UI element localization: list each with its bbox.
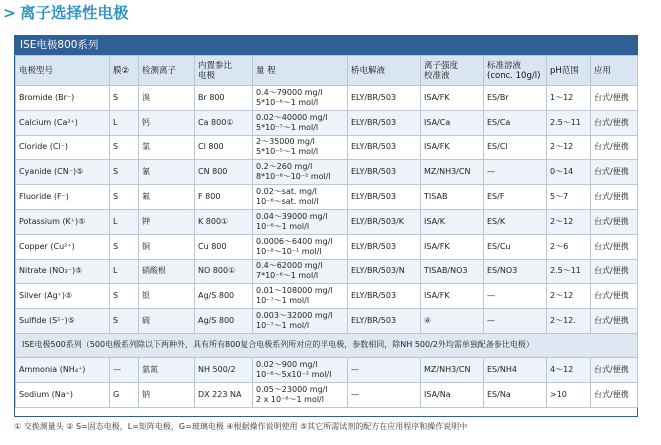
table-row (16, 209, 638, 234)
cell-ph-range: >10 (547, 382, 591, 407)
cell-bridge-electrolyte: ELY/BR/503 (348, 86, 421, 111)
col-header-ion: 检测离子 (139, 56, 195, 86)
cell-application: 台式/便携 (591, 357, 638, 382)
col-header-ref-electrode: 内置参比 电极 (195, 56, 253, 86)
cell-ion: 氰 (139, 160, 195, 185)
cell-bridge-electrolyte: ELY/BR/503 (348, 160, 421, 185)
cell-isa: ISA/FK (421, 284, 484, 309)
cell-ref-electrode: K 800① (195, 209, 253, 234)
table-row (16, 86, 638, 111)
cell-range: 0.02～sat. mg/l 10⁻⁶～sat. mol/l (253, 185, 348, 210)
cell-membrane: L (110, 110, 139, 135)
cell-ion: 硫 (139, 309, 195, 334)
cell-ph-range: 1～12 (547, 86, 591, 111)
cell-model: Sulfide (S²⁻)⑤ (16, 309, 110, 334)
cell-ph-range: 2～12 (547, 135, 591, 160)
cell-membrane: S (110, 234, 139, 259)
cell-model: Nitrate (NO₃⁻)⑤ (16, 259, 110, 284)
cell-ion: 钙 (139, 110, 195, 135)
cell-ref-electrode: NH 500/2 (195, 357, 253, 382)
ise-table (15, 55, 638, 408)
cell-standard: ES/Na (484, 382, 547, 407)
cell-ion: 铜 (139, 234, 195, 259)
cell-membrane: S (110, 86, 139, 111)
cell-bridge-electrolyte: ELY/BR/503/K (348, 209, 421, 234)
cell-bridge-electrolyte: ELY/BR/503 (348, 135, 421, 160)
cell-application: 台式/便携 (591, 259, 638, 284)
cell-membrane: S (110, 160, 139, 185)
table-row (16, 309, 638, 334)
cell-isa: ISA/FK (421, 135, 484, 160)
col-header-model: 电极型号 (16, 56, 110, 86)
table-row (16, 135, 638, 160)
cell-model: Potassium (K⁺)⑤ (16, 209, 110, 234)
cell-model: Cyanide (CN⁻)⑤ (16, 160, 110, 185)
cell-application: 台式/便携 (591, 86, 638, 111)
ise-table-panel (14, 35, 638, 417)
cell-range: 2～35000 mg/l 5*10⁻⁵～1 mol/l (253, 135, 348, 160)
cell-ion: 氨氮 (139, 357, 195, 382)
cell-ref-electrode: Br 800 (195, 86, 253, 111)
cell-range: 0.04～39000 mg/l 10⁻⁶～1 mol/l (253, 209, 348, 234)
cell-ph-range: 5～7 (547, 185, 591, 210)
cell-bridge-electrolyte: ELY/BR/503 (348, 309, 421, 334)
cell-application: 台式/便携 (591, 382, 638, 407)
cell-ion: 氯 (139, 135, 195, 160)
cell-ph-range: 2～12 (547, 284, 591, 309)
cell-ion: 钠 (139, 382, 195, 407)
section-500-header: ISE电极500系列（500电极系列除以下两种外，具有所有800复合电极系列所对应的半电极，参数相同，除NH 500/2外均需单独配备参比电极） (16, 333, 638, 357)
table-row (16, 284, 638, 309)
cell-range: 0.4～62000 mg/l 7*10⁻⁶～1 mol/l (253, 259, 348, 284)
cell-range: 0.0006～6400 mg/l 10⁻⁸～10⁻¹ mol/l (253, 234, 348, 259)
cell-ph-range: 2～12. (547, 309, 591, 334)
cell-isa: ISA/FK (421, 86, 484, 111)
cell-isa: TISAB/NO3 (421, 259, 484, 284)
cell-membrane: S (110, 185, 139, 210)
table-row (16, 160, 638, 185)
cell-application: 台式/便携 (591, 135, 638, 160)
cell-standard: ES/NO3 (484, 259, 547, 284)
cell-standard: ES/Ca (484, 110, 547, 135)
cell-model: Calcium (Ca²⁺) (16, 110, 110, 135)
cell-ref-electrode: F 800 (195, 185, 253, 210)
cell-membrane: G (110, 382, 139, 407)
cell-range: 0.02～900 mg/l 10⁻⁶～5x10⁻² mol/l (253, 357, 348, 382)
table-row (16, 382, 638, 407)
cell-application: 台式/便携 (591, 110, 638, 135)
cell-standard: ES/Br (484, 86, 547, 111)
cell-bridge-electrolyte: ELY/BR/503 (348, 185, 421, 210)
cell-standard: ES/K (484, 209, 547, 234)
col-header-application: 应用 (591, 56, 638, 86)
cell-bridge-electrolyte: — (348, 382, 421, 407)
cell-ref-electrode: Cl 800 (195, 135, 253, 160)
col-header-isa: 离子强度 校准液 (421, 56, 484, 86)
chevron-right-icon: > (3, 4, 16, 22)
cell-isa: ISA/K (421, 209, 484, 234)
cell-ion: 钾 (139, 209, 195, 234)
cell-isa: MZ/NH3/CN (421, 357, 484, 382)
table-row (16, 185, 638, 210)
cell-standard: — (484, 309, 547, 334)
cell-range: 0.2～260 mg/l 8*10⁻⁶～10⁻² mol/l (253, 160, 348, 185)
cell-isa: ④ (421, 309, 484, 334)
cell-ref-electrode: CN 800 (195, 160, 253, 185)
table-row (16, 357, 638, 382)
col-header-range: 量 程 (253, 56, 348, 86)
cell-membrane: S (110, 135, 139, 160)
cell-range: 0.01～108000 mg/l 10⁻⁷～1 mol/l (253, 284, 348, 309)
cell-application: 台式/便携 (591, 185, 638, 210)
cell-standard: ES/NH4 (484, 357, 547, 382)
cell-application: 台式/便携 (591, 160, 638, 185)
cell-application: 台式/便携 (591, 209, 638, 234)
section-500-row (16, 333, 638, 357)
cell-membrane: S (110, 309, 139, 334)
cell-application: 台式/便携 (591, 234, 638, 259)
section-800-header: ISE电极800系列 (15, 36, 637, 55)
col-header-membrane: 膜② (110, 56, 139, 86)
cell-model: Cloride (Cl⁻) (16, 135, 110, 160)
footnote: ① 交换测量头 ② S=固态电极，L=矩阵电极，G=玻璃电极 ④根据操作说明使用 ⑤其它所需试剂的配方在应用程序和操作说明中 (14, 422, 468, 431)
cell-ref-electrode: Ca 800① (195, 110, 253, 135)
page-title: > 离子选择性电极 (3, 4, 129, 22)
table-row (16, 234, 638, 259)
cell-ref-electrode: Cu 800 (195, 234, 253, 259)
cell-membrane: L (110, 259, 139, 284)
cell-ion: 氟 (139, 185, 195, 210)
cell-model: Bromide (Br⁻) (16, 86, 110, 111)
cell-bridge-electrolyte: ELY/BR/503/N (348, 259, 421, 284)
cell-ion: 硝酸根 (139, 259, 195, 284)
cell-application: 台式/便携 (591, 284, 638, 309)
cell-application: 台式/便携 (591, 309, 638, 334)
cell-standard: ES/F (484, 185, 547, 210)
cell-ref-electrode: NO 800① (195, 259, 253, 284)
cell-isa: ISA/Na (421, 382, 484, 407)
cell-range: 0.02～40000 mg/l 5*10⁻⁷～1 mol/l (253, 110, 348, 135)
cell-membrane: L (110, 209, 139, 234)
cell-ref-electrode: DX 223 NA (195, 382, 253, 407)
col-header-standard: 标准溶液 (conc. 10g/l) (484, 56, 547, 86)
cell-model: Sodium (Na⁺) (16, 382, 110, 407)
cell-ph-range: 2～6 (547, 234, 591, 259)
cell-membrane: S (110, 284, 139, 309)
cell-isa: MZ/NH3/CN (421, 160, 484, 185)
cell-range: 0.003～32000 mg/l 10⁻⁷～1 mol/l (253, 309, 348, 334)
col-header-ph-range: pH范围 (547, 56, 591, 86)
cell-model: Silver (Ag⁺)⑤ (16, 284, 110, 309)
cell-isa: ISA/Ca (421, 110, 484, 135)
cell-model: Fluoride (F⁻) (16, 185, 110, 210)
table-body (16, 86, 638, 408)
cell-isa: TISAB (421, 185, 484, 210)
cell-ph-range: 2～12 (547, 209, 591, 234)
cell-ion: 溴 (139, 86, 195, 111)
cell-isa: ISA/FK (421, 234, 484, 259)
cell-standard: ES/Cl (484, 135, 547, 160)
cell-ref-electrode: Ag/S 800 (195, 309, 253, 334)
table-header (16, 56, 638, 86)
col-header-bridge-electrolyte: 桥电解液 (348, 56, 421, 86)
cell-bridge-electrolyte: ELY/BR/503 (348, 234, 421, 259)
cell-standard: ES/Cu (484, 234, 547, 259)
cell-membrane: — (110, 357, 139, 382)
cell-bridge-electrolyte: ELY/BR/503 (348, 110, 421, 135)
cell-bridge-electrolyte: ELY/BR/503 (348, 284, 421, 309)
header-row (16, 56, 638, 86)
cell-ph-range: 2.5～11 (547, 259, 591, 284)
table-row (16, 259, 638, 284)
cell-standard: — (484, 160, 547, 185)
cell-range: 0.4～79000 mg/l 5*10⁻⁶～1 mol/l (253, 86, 348, 111)
table-row (16, 110, 638, 135)
cell-standard: — (484, 284, 547, 309)
cell-ion: 银 (139, 284, 195, 309)
cell-model: Copper (Cu²⁺) (16, 234, 110, 259)
cell-ph-range: 0～14 (547, 160, 591, 185)
cell-ph-range: 2.5～11 (547, 110, 591, 135)
cell-ref-electrode: Ag/S 800 (195, 284, 253, 309)
cell-range: 0.05～23000 mg/l 2 x 10⁻⁶～1 mol/l (253, 382, 348, 407)
cell-ph-range: 4～12 (547, 357, 591, 382)
cell-model: Ammonia (NH₄⁺) (16, 357, 110, 382)
cell-bridge-electrolyte: — (348, 357, 421, 382)
